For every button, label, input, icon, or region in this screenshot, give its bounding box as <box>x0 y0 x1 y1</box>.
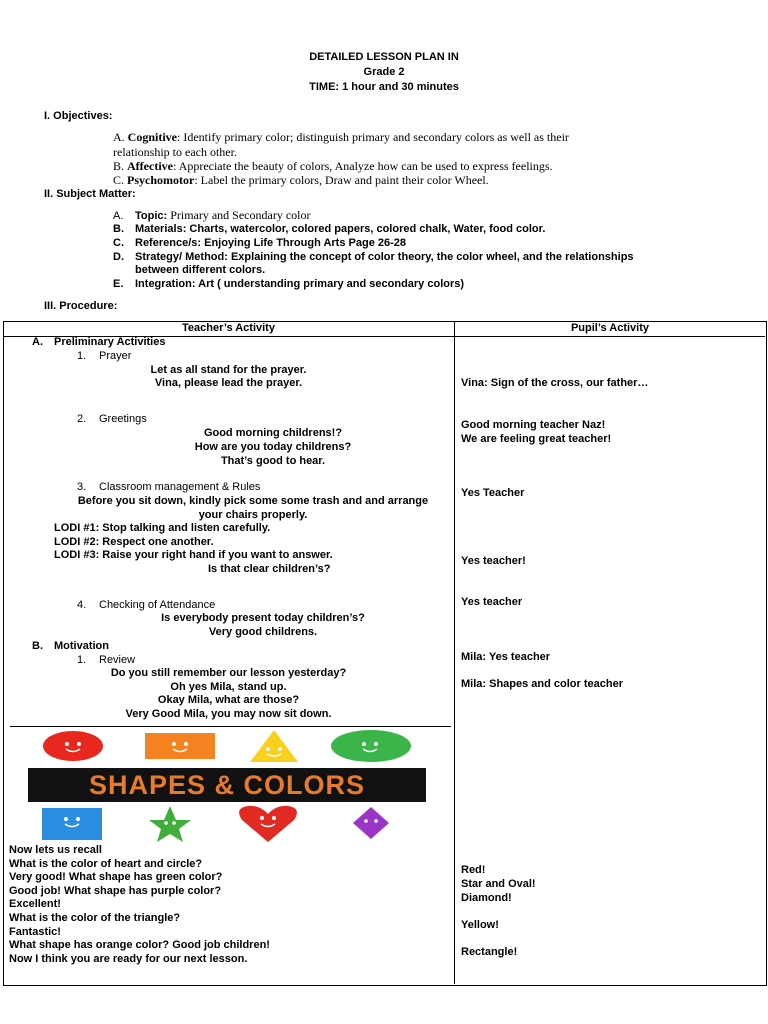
pupil-response: Red! <box>461 864 486 876</box>
recall-line: Now I think you are ready for our next lesson. <box>9 952 248 965</box>
item-prayer <box>77 350 131 362</box>
subject-item-label: Strategy/ Method: <box>135 251 228 263</box>
page-title <box>0 50 768 95</box>
teacher-line: your chairs properly. <box>198 509 308 521</box>
item-label: Classroom management & Rules <box>99 481 261 493</box>
objective-c-label: Psychomotor <box>127 173 195 187</box>
teacher-line: Is everybody present today children’s? <box>161 612 365 624</box>
title-line-3: TIME: 1 hour and 30 minutes <box>309 81 459 93</box>
pupil-response: Mila: Yes teacher <box>461 651 551 663</box>
oval-shape <box>331 730 411 762</box>
teacher-line: Very Good Mila, you may now sit down. <box>125 708 332 720</box>
table-column-divider <box>454 321 455 984</box>
item-label: Greetings <box>99 413 147 425</box>
objectives-heading: I. Objectives: <box>44 110 113 122</box>
objective-a <box>113 130 569 145</box>
pupil-response: Star and Oval! <box>461 878 536 890</box>
objective-a-text: : Identify primary color; distinguish primary and secondary colors as well as their <box>177 130 569 144</box>
procedure-heading: III. Procedure: <box>44 300 118 312</box>
item-number: 1. <box>77 654 87 666</box>
teacher-column-header: Teacher’s Activity <box>182 322 275 334</box>
subject-item-letter: A. <box>113 210 124 222</box>
item-number: 1. <box>77 350 87 362</box>
item-label: Checking of Attendance <box>99 599 216 611</box>
subject-item-letter: B. <box>113 223 124 235</box>
teacher-line: Before you sit down, kindly pick some some trash and and arrange <box>77 495 429 507</box>
item-classroom <box>77 481 260 493</box>
subject-item <box>113 251 634 263</box>
recall-line: Now lets us recall <box>9 844 102 856</box>
subject-item <box>113 278 464 290</box>
subject-item-letter: C. <box>113 237 124 249</box>
objective-b <box>113 159 553 174</box>
image-divider <box>10 726 451 727</box>
subject-item-label: Materials: <box>135 223 187 235</box>
subject-item-text: Primary and Secondary color <box>167 208 311 222</box>
teacher-line: Okay Mila, what are those? <box>157 694 300 706</box>
recall-line: What is the color of heart and circle? <box>9 857 203 870</box>
star-shape <box>149 806 191 842</box>
item-review <box>77 654 135 666</box>
title-line-2: Grade 2 <box>363 66 405 78</box>
teacher-line: That’s good to hear. <box>220 455 326 467</box>
item-label: Prayer <box>99 350 132 362</box>
pupil-response: Vina: Sign of the cross, our father… <box>461 377 649 389</box>
subject-item-cont: between different colors. <box>135 264 266 276</box>
diamond-shape <box>353 807 389 839</box>
recall-line: Very good! What shape has green color? <box>9 871 223 884</box>
heart-shape <box>239 806 297 842</box>
pupil-response: Rectangle! <box>461 946 518 958</box>
subject-item-label: Topic: <box>135 210 168 222</box>
teacher-line: Do you still remember our lesson yesterday? <box>110 667 347 679</box>
banner <box>28 768 426 802</box>
objective-b-label: Affective <box>127 159 173 173</box>
objective-a-label: Cognitive <box>127 130 178 144</box>
item-number: 3. <box>77 481 87 493</box>
subject-item-text: Art ( understanding primary and secondary colors) <box>195 278 465 290</box>
pupil-response: Yes teacher <box>461 596 523 608</box>
shapes-colors-svg <box>28 730 428 842</box>
subject-item-letter: E. <box>113 278 124 290</box>
subject-item <box>113 208 310 223</box>
subject-heading: II. Subject Matter: <box>44 188 136 200</box>
teacher-line: Oh yes Mila, stand up. <box>170 681 287 693</box>
section-b <box>32 640 109 652</box>
pupil-response: We are feeling great teacher! <box>461 433 612 445</box>
lodi-rule: LODI #3: Raise your right hand if you want to answer. <box>54 549 333 561</box>
section-a-letter: A. <box>32 336 43 348</box>
lodi-rule: LODI #1: Stop talking and listen carefully. <box>54 522 271 534</box>
objective-b-text: : Appreciate the beauty of colors, Analyze how can be used to express feelings. <box>172 159 553 173</box>
subject-item-label: Reference/s: <box>135 237 202 249</box>
pupil-response: Yes teacher! <box>461 555 526 567</box>
rectangle-shape <box>145 733 215 759</box>
recall-line: What shape has orange color? Good job children! <box>9 939 270 952</box>
circle-shape <box>43 731 103 761</box>
banner-text: SHAPES & COLORS <box>88 770 366 800</box>
subject-item-text: Enjoying Life Through Arts Page 26-28 <box>201 237 407 249</box>
item-number: 4. <box>77 599 87 611</box>
triangle-shape <box>250 730 298 762</box>
teacher-line: How are you today childrens? <box>194 441 352 453</box>
subject-item <box>113 237 406 249</box>
pupil-column-header: Pupil’s Activity <box>570 322 650 334</box>
objective-b-letter: B. <box>113 159 125 173</box>
section-b-letter: B. <box>32 640 43 652</box>
objective-c-letter: C. <box>113 173 125 187</box>
item-number: 2. <box>77 413 87 425</box>
section-b-title: Motivation <box>54 640 109 652</box>
pupil-response: Good morning teacher Naz! <box>461 419 606 431</box>
teacher-line: Let as all stand for the prayer. <box>150 364 307 376</box>
recall-line: Fantastic! <box>9 925 61 938</box>
section-a-title: Preliminary Activities <box>54 336 166 348</box>
recall-line: Excellent! <box>9 898 61 911</box>
teacher-line: Good morning childrens!? <box>203 427 343 439</box>
objective-c-text: : Label the primary colors, Draw and paint their color Wheel. <box>194 173 489 187</box>
pupil-response: Mila: Shapes and color teacher <box>461 678 623 690</box>
title-line-1: DETAILED LESSON PLAN IN <box>309 51 459 63</box>
item-label: Review <box>99 654 136 666</box>
recall-line: What is the color of the triangle? <box>9 911 181 924</box>
item-attendance <box>77 599 215 611</box>
lodi-rule: LODI #2: Respect one another. <box>54 536 214 548</box>
teacher-line: Very good childrens. <box>208 626 318 638</box>
square-shape <box>42 808 102 840</box>
pupil-response: Yellow! <box>461 919 499 931</box>
teacher-line: Vina, please lead the prayer. <box>154 377 303 389</box>
recall-line: Good job! What shape has purple color? <box>9 884 222 897</box>
section-a <box>32 336 165 348</box>
recall-block <box>9 844 270 966</box>
objective-a-cont: relationship to each other. <box>113 145 237 159</box>
pupil-response: Diamond! <box>461 892 512 904</box>
objective-c <box>113 173 489 188</box>
pupil-response: Yes Teacher <box>461 487 525 499</box>
subject-item-text: Explaining the concept of color theory, the color wheel, and the relationships <box>227 251 634 263</box>
item-greetings <box>77 413 147 425</box>
subject-item <box>113 223 545 235</box>
subject-item-letter: D. <box>113 251 124 263</box>
teacher-line: Is that clear children’s? <box>208 563 331 575</box>
shapes-colors-image <box>28 730 428 842</box>
subject-item-label: Integration: <box>135 278 196 290</box>
objective-a-letter: A. <box>113 130 125 144</box>
subject-item-text: Charts, watercolor, colored papers, colored chalk, Water, food color. <box>186 223 546 235</box>
